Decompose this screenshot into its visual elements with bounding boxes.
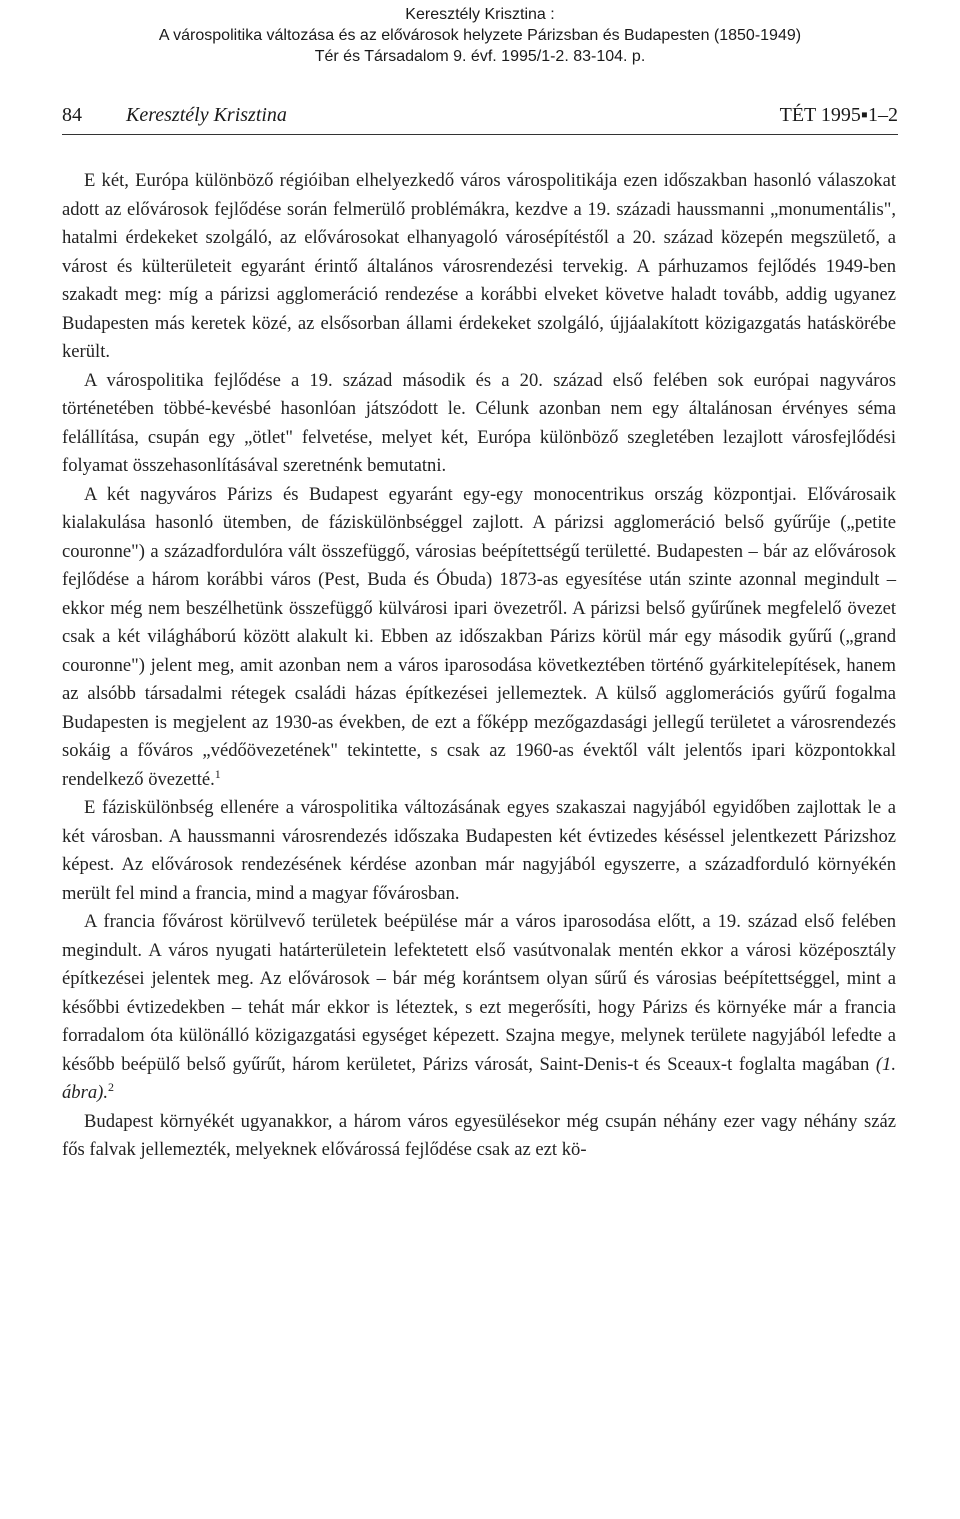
- figure-reference[interactable]: (1. ábra).: [62, 1053, 896, 1103]
- footnote-marker-1[interactable]: 1: [214, 766, 221, 781]
- paragraph-text: E két, Európa különböző régióiban elhelyezkedő város várospolitikája ezen időszakban hasonló válaszokat adott az elővárosok fejlődése során felmerülő problémákra, kezdve a 19. századi haussmanni „monumentális", hatalmi érdekeket szolgáló, az elővárosokat elhanyagoló városépítéstől a 20. század közepén megszülető, a várost és külterületeit egyaránt érintő általános városrendezési tervekig. A párhuzamos fejlődés 1949-ben szakadt meg: míg a párizsi agglomeráció rendezése a korábbi elveket követve haladt tovább, addig ugyanez Budapesten más keretek közé, az elsősorban állami érdekeket szolgáló, újjáalakított közigazgatás hatáskörébe került.: [62, 170, 896, 362]
- paragraph-5: [62, 908, 896, 1108]
- article-body: [62, 167, 896, 1165]
- paragraph-4: [62, 794, 896, 908]
- citation-author: Keresztély Krisztina :: [405, 6, 555, 23]
- running-head: [62, 100, 898, 135]
- paragraph-2: [62, 367, 896, 481]
- paragraph-1: [62, 167, 896, 367]
- paragraph-6: [62, 1108, 896, 1165]
- paragraph-text: A francia fővárost körülvevő területek beépülése már a város iparosodása előtt, a 19. század első felében megindult. A város nyugati határterületein lefektetett első vasútvonalak mentén ekkor a városi középosztály építkezései jelentek meg. Az elővárosok – bár még korántsem olyan sűrű és városias beépítettséggel, mint a későbbi évtizedekben – tehát már ekkor is léteztek, s ezt megerősíti, hogy Párizs és környéke már a francia forradalom óta különálló közigazgatási egységet képezett. Szajna megye, melynek területe nagyjából lefedte a később beépülő belső gyűrűt, három kerületet, Párizs városát, Saint-Denis-t és Sceaux-t foglalta magában: [62, 911, 896, 1075]
- footnote-marker-2[interactable]: 2: [107, 1079, 114, 1094]
- citation-title: A várospolitika változása és az elővárosok helyzete Párizsban és Budapesten (1850-1949): [158, 27, 802, 44]
- paragraph-text: A két nagyváros Párizs és Budapest egyaránt egy-egy monocentrikus ország központjai. Elővárosaik kialakulása hasonló ütemben, de fáziskülönbséggel zajlott. A párizsi agglomeráció belső gyűrűje („petite couronne") a századfordulóra vált összefüggő, városias beépítettségű területté. Budapesten – bár az elővárosok fejlődése a három korábbi város (Pest, Buda és Óbuda) 1873-as egyesítése után szinte azonnal megindult – ekkor még nem beszélhetünk összefüggő külvárosi ipari övezetről. A párizsi belső gyűrűnek megfelelő övezet csak a két világháború között alakult ki. Ebben az időszakban Párizs körül már egy második gyűrű („grand couronne") jelent meg, amit azonban nem a város iparosodása következtében történő gyárkitelepítések, hanem az alsóbb társadalmi rétegek családi házas építkezései jellemeztek. A külső agglomerációs gyűrű fogalma Budapesten is megjelent az 1930-as években, de ezt a főképp mezőgazdasági jellegű területet a városrendezés sokáig a főváros „védőövezetének" tekintette, s csak az 1960-as évektől vált jelentős ipari központokkal rendelkező övezetté.: [62, 483, 896, 790]
- running-head-journal: TÉT 1995▪1–2: [779, 104, 898, 126]
- citation-source: Tér és Társadalom 9. évf. 1995/1-2. 83-104. p.: [314, 48, 646, 65]
- paragraph-text: Budapest környékét ugyanakkor, a három város egyesülésekor még csupán néhány ezer vagy néhány száz fős falvak jellemezték, melyeknek elővárossá fejlődése csak az ezt kö-: [62, 1110, 896, 1160]
- paragraph-3: [62, 481, 896, 795]
- citation-header: [0, 4, 960, 67]
- paragraph-text: E fáziskülönbség ellenére a várospolitika változásának egyes szakaszai nagyjából egyidőben zajlottak le a két városban. A haussmanni városrendezés időszaka Budapesten két évtizedes késéssel jelentkezett Párizshoz képest. Az elővárosok rendezésének kérdése azonban már nagyjából egyszerre, a századforduló környékén merült fel mind a francia, mind a magyar fővárosban.: [62, 797, 896, 904]
- paragraph-text: A várospolitika fejlődése a 19. század második és a 20. század első felében sok európai nagyváros történetében többé-kevésbé hasonlóan játszódott le. Célunk azonban nem egy általánosan érvényes séma felállítása, csupán egy „ötlet" felvetése, melyet két, Európa különböző szegletében lezajlott városfejlődési folyamat összehasonlításával szeretnénk bemutatni.: [62, 369, 896, 476]
- running-head-author: Keresztély Krisztina: [126, 104, 287, 126]
- page-number: 84: [62, 104, 82, 126]
